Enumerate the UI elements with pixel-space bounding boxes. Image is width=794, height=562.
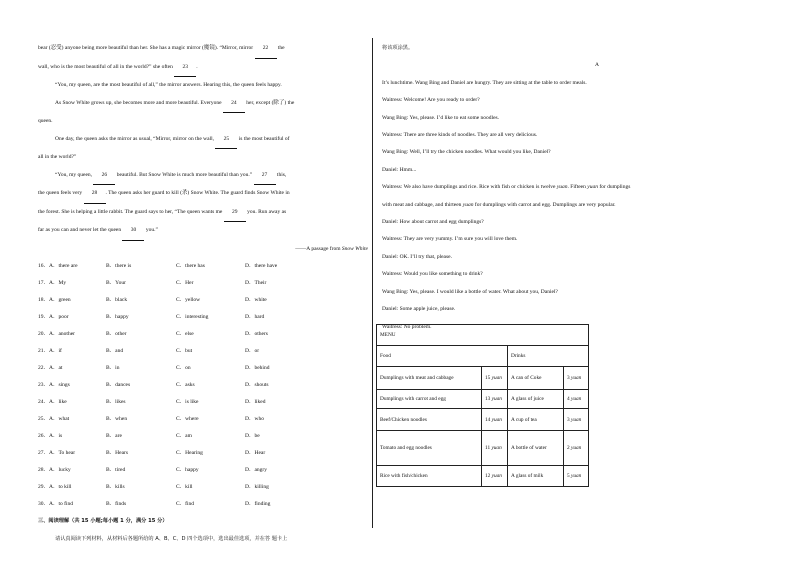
menu-row (377, 431, 589, 466)
menu-drink: A can of Coke (508, 367, 564, 390)
option-row (38, 275, 368, 292)
menu-drink: A glass of juice (508, 390, 564, 409)
option-choice: C．Her (176, 279, 194, 286)
menu-table (376, 324, 589, 487)
blank-30: 30 (122, 222, 144, 241)
option-choice: D．liked (245, 398, 266, 405)
option-choice: C．happy (176, 466, 199, 473)
menu-drink: A cup of tea (508, 409, 564, 431)
menu-food-price: 11 yuan (482, 431, 508, 466)
option-choice: B．other (106, 330, 127, 337)
option-choice: 19．A．poor (38, 313, 69, 320)
option-choice: 30．A．to find (38, 500, 73, 507)
option-choice: B．in (106, 364, 120, 371)
option-row (38, 411, 368, 428)
menu-row (377, 390, 589, 409)
option-choice: 27．A．To hear (38, 449, 76, 456)
dialogue-line: Waitress: They are very yummy. I’m sure you will love them. (382, 236, 518, 243)
food-header: Food (377, 346, 508, 367)
option-choice: 17．A．My (38, 279, 67, 286)
menu-drink-price: 2 yuan (564, 431, 589, 466)
option-choice: C．interesting (176, 313, 209, 320)
passage-source: ——A passage from Snow White (295, 245, 368, 252)
blank-22: 22 (255, 40, 277, 59)
instruction-continuation: 将该项涂黑。 (382, 45, 414, 51)
option-choice: B．there is (106, 262, 132, 269)
dialogue-line: Waitress: There are three kinds of noodles. They are all very delicious. (382, 132, 538, 139)
option-choice: B．are (106, 432, 122, 439)
option-choice: B．likes (106, 398, 126, 405)
dialogue-line: Daniel: Hmm... (382, 166, 417, 173)
menu-row (377, 466, 589, 487)
answer-options (38, 258, 368, 513)
option-choice: B．black (106, 296, 128, 303)
option-choice: C．Hearing (176, 449, 203, 456)
blank-29: 29 (224, 204, 246, 223)
option-choice: C．else (176, 330, 194, 337)
option-choice: B．happy (106, 313, 129, 320)
passage-line: “You, my queen, 26 beautiful. But Snow White is much more beautiful than you.” 27 this, (38, 167, 368, 186)
option-choice: C．where (176, 415, 199, 422)
menu-food: Dumplings with meat and cabbage (377, 367, 482, 390)
menu-drink-price: 3 yuan (564, 367, 589, 390)
option-choice: D．angry (245, 466, 267, 473)
option-choice: D．Hear (245, 449, 266, 456)
passage-line: the queen feels very 28 . The queen asks her guard to kill (杀) Snow White. The guard finds Snow White in (38, 185, 368, 204)
menu-row (377, 409, 589, 431)
dialogue-line: Daniel: How about carrot and egg dumplings? (382, 219, 484, 226)
dialogue-line: Daniel: Some apple juice, please. (382, 306, 456, 313)
option-choice: D．others (245, 330, 268, 337)
blank-26: 26 (93, 167, 115, 186)
passage-line: wall, who is the most beautiful of all in the world?” she often 23 . (38, 59, 368, 78)
dialogue-line: Wang Bing: Yes, please. I would like a bottle of water. What about you, Daniel? (382, 288, 558, 295)
right-column (382, 40, 762, 336)
option-row (38, 360, 368, 377)
option-choice: D．hard (245, 313, 265, 320)
option-choice: B．finds (106, 500, 127, 507)
option-choice: D．who (245, 415, 264, 422)
option-row (38, 445, 368, 462)
passage-line: all in the world?” (38, 154, 77, 160)
option-choice: B．tired (106, 466, 126, 473)
option-choice: 16．A．there are (38, 262, 78, 269)
menu-food-price: 12 yuan (482, 466, 508, 487)
option-choice: D．Their (245, 279, 267, 286)
passage-line: queen. (38, 118, 53, 124)
dialogue-line: Waitress: No problem. (382, 323, 432, 330)
blank-25: 25 (215, 131, 237, 150)
dialogue-line: Daniel: OK. I’ll try that, please. (382, 253, 452, 260)
option-choice: C．yellow (176, 296, 201, 303)
section-heading: 三、阅读理解（共 15 小题;每小题 1 分，满分 15 分） (38, 518, 168, 524)
menu-food: Rice with fish/chicken (377, 466, 482, 487)
column-divider (372, 38, 373, 528)
option-row (38, 309, 368, 326)
option-choice: 20．A．another (38, 330, 75, 337)
option-choice: B．Hears (106, 449, 128, 456)
blank-28: 28 (84, 185, 106, 204)
option-choice: D．there have (245, 262, 278, 269)
option-row (38, 479, 368, 496)
passage-letter: A (595, 62, 599, 69)
dialogue (382, 75, 762, 336)
option-choice: C．but (176, 347, 193, 354)
option-choice: D．behind (245, 364, 270, 371)
menu-food: Beef/Chicken noodles (377, 409, 482, 431)
option-row (38, 326, 368, 343)
option-choice: D．white (245, 296, 267, 303)
option-choice: 29．A．to kill (38, 483, 72, 490)
option-choice: 23．A．sings (38, 381, 70, 388)
menu-row (377, 367, 589, 390)
dialogue-line: Waitress: We also have dumplings and rice. Rice with fish or chicken is twelve yuan. Fifteen yuan for dumplings (382, 184, 631, 191)
option-row (38, 496, 368, 513)
passage-line: far as you can and never let the queen 30 you.” (38, 222, 368, 241)
option-choice: D．finding (245, 500, 271, 507)
option-row (38, 394, 368, 411)
option-choice: B．dances (106, 381, 131, 388)
option-choice: 21．A．if (38, 347, 62, 354)
option-row (38, 462, 368, 479)
option-choice: C．there has (176, 262, 205, 269)
option-choice: B．Your (106, 279, 126, 286)
menu-drink-price: 4 yuan (564, 390, 589, 409)
menu-food-price: 15 yuan (482, 367, 508, 390)
option-row (38, 258, 368, 275)
dialogue-line: Waitress: Welcome! Are you ready to order? (382, 97, 480, 104)
dialogue-line: Wang Bing: Yes, please. I’d like to eat some noodles. (382, 114, 500, 121)
menu-drink: A bottle of water (508, 431, 564, 466)
option-choice: 24．A．like (38, 398, 67, 405)
option-choice: C．find (176, 500, 195, 507)
menu-food-price: 14 yuan (482, 409, 508, 431)
option-row (38, 428, 368, 445)
passage-line: the forest. She is helping a little rabbit. The guard says to her, “The queen wants me 29 you. Run away as (38, 204, 368, 223)
option-row (38, 292, 368, 309)
left-column (38, 40, 368, 548)
menu-food: Tomato and egg noodles (377, 431, 482, 466)
dialogue-line: It’s lunchtime. Wang Bing and Daniel are hungry. They are sitting at the table to order meals. (382, 79, 587, 86)
menu-drink-price: 3 yuan (564, 409, 589, 431)
option-choice: 25．A．what (38, 415, 70, 422)
passage-line: One day, the queen asks the mirror as usual, “Mirror, mirror on the wall, 25 is the most beautiful of (38, 131, 368, 150)
blank-24: 24 (223, 95, 245, 114)
dialogue-line: Waitress: Would you like something to drink? (382, 271, 483, 278)
option-choice: D．killing (245, 483, 269, 490)
menu-title: MENU (377, 325, 589, 346)
option-choice: B．when (106, 415, 128, 422)
option-choice: C．am (176, 432, 192, 439)
option-choice: D．be (245, 432, 260, 439)
option-choice: C．asks (176, 381, 195, 388)
menu-food-price: 13 yuan (482, 390, 508, 409)
option-row (38, 343, 368, 360)
menu-food: Dumplings with carrot and egg (377, 390, 482, 409)
blank-23: 23 (174, 59, 196, 78)
dialogue-line: with meat and cabbage, and thirteen yuan for dumplings with carrot and egg. Dumplings are very popular. (382, 201, 616, 208)
passage-line: “You, my queen, are the most beautiful of all,” the mirror answers. Hearing this, the queen feels happy. (55, 82, 282, 88)
drinks-header: Drinks (508, 346, 589, 367)
option-choice: 22．A．at (38, 364, 63, 371)
menu-drink-price: 5 yuan (564, 466, 589, 487)
option-choice: C．kill (176, 483, 193, 490)
option-choice: 26．A．is (38, 432, 63, 439)
option-choice: B．and (106, 347, 124, 354)
option-choice: B．kills (106, 483, 125, 490)
dialogue-line: Wang Bing: Well, I’ll try the chicken noodles. What would you like, Daniel? (382, 149, 551, 156)
blank-27: 27 (254, 167, 276, 186)
option-choice: 28．A．lucky (38, 466, 71, 473)
passage-line: As Snow White grows up, she becomes more and more beautiful. Everyone 24 her, except (除了) the (38, 95, 368, 114)
option-row (38, 377, 368, 394)
option-choice: D．shouts (245, 381, 269, 388)
passage-line: bear (忍受) anyone being more beautiful than her. She has a magic mirror (魔镜). “Mirror, mirror 22 the (38, 40, 368, 59)
option-choice: C．is like (176, 398, 199, 405)
menu-drink: A glass of milk (508, 466, 564, 487)
section-instruction: 请认真阅读下列材料，从材料后各题所给的 A、B、C、D 四个选项中，选出最佳选项，并在答 题卡上 (55, 535, 288, 542)
option-choice: C．on (176, 364, 191, 371)
option-choice: 18．A．green (38, 296, 71, 303)
option-choice: D．or (245, 347, 260, 354)
